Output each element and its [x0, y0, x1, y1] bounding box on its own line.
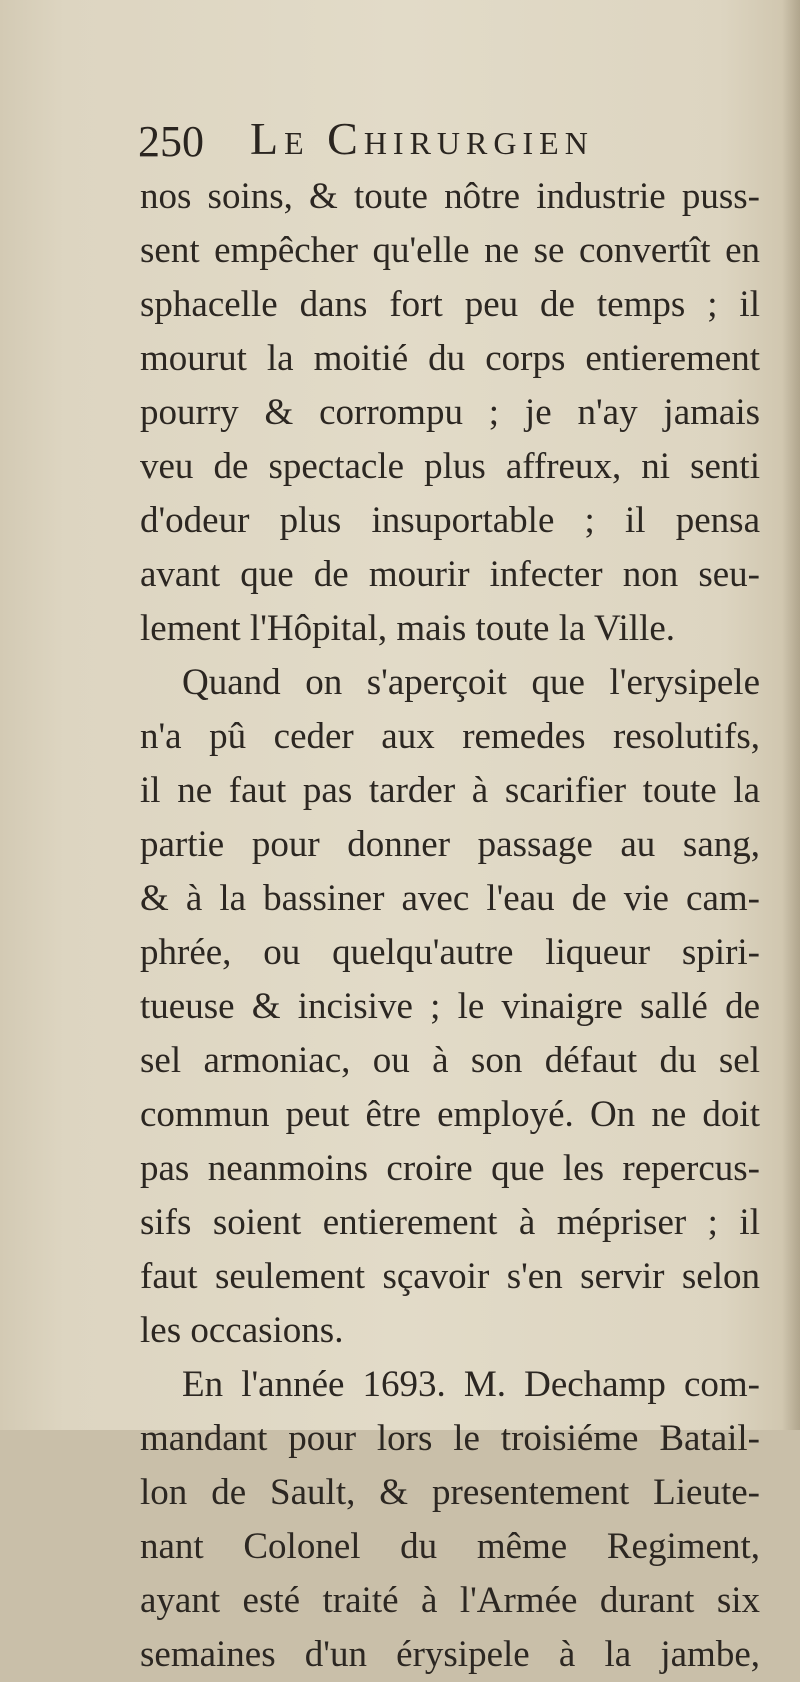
text-line: nant Colonel du même Regiment, [140, 1526, 760, 1567]
text-line: & à la bassiner avec l'eau de vie cam- [140, 878, 760, 919]
text-line: sel armoniac, ou à son défaut du sel [140, 1040, 760, 1081]
text-line: semaines d'un érysipele à la jambe, [140, 1634, 760, 1675]
text-line: mourut la moitié du corps entierement [140, 338, 760, 379]
text-line: lement l'Hôpital, mais toute la Ville. [140, 608, 676, 649]
text-line: avant que de mourir infecter non seu- [140, 554, 760, 595]
text-line: veu de spectacle plus affreux, ni senti [140, 446, 760, 487]
text-line: les occasions. [140, 1310, 344, 1351]
text-line: faut seulement sçavoir s'en servir selon [140, 1256, 760, 1297]
text-line: n'a pû ceder aux remedes resolutifs, [140, 716, 760, 757]
text-line: d'odeur plus insuportable ; il pensa [140, 500, 760, 541]
running-head: Le Chirurgien [250, 113, 594, 164]
text-line: mandant pour lors le troisiéme Batail- [140, 1418, 760, 1459]
text-line: commun peut être employé. On ne doit [140, 1094, 760, 1135]
page-number: 250 [138, 117, 204, 166]
text-line: ayant esté traité à l'Armée durant six [140, 1580, 760, 1621]
text-line: lon de Sault, & presentement Lieute- [140, 1472, 760, 1513]
text-line: il ne faut pas tarder à scarifier toute la [140, 770, 760, 811]
text-line: nos soins, & toute nôtre industrie puss- [140, 176, 760, 217]
text-line: sphacelle dans fort peu de temps ; il [140, 284, 760, 325]
text-line: phrée, ou quelqu'autre liqueur spiri- [140, 932, 760, 973]
text-line: sent empêcher qu'elle ne se convertît en [140, 230, 760, 271]
body-text [140, 170, 760, 1682]
text-line: tueuse & incisive ; le vinaigre sallé de [140, 986, 760, 1027]
text-line: sifs soient entierement à mépriser ; il [140, 1202, 760, 1243]
text-line: partie pour donner passage au sang, [140, 824, 760, 865]
text-line: pas neanmoins croire que les repercus- [140, 1148, 760, 1189]
paragraph-start-line: En l'année 1693. M. Dechamp com- [182, 1364, 760, 1405]
paragraph-start-line: Quand on s'aperçoit que l'erysipele [182, 662, 760, 703]
page-header [138, 108, 778, 168]
text-line: pourry & corrompu ; je n'ay jamais [140, 392, 760, 433]
